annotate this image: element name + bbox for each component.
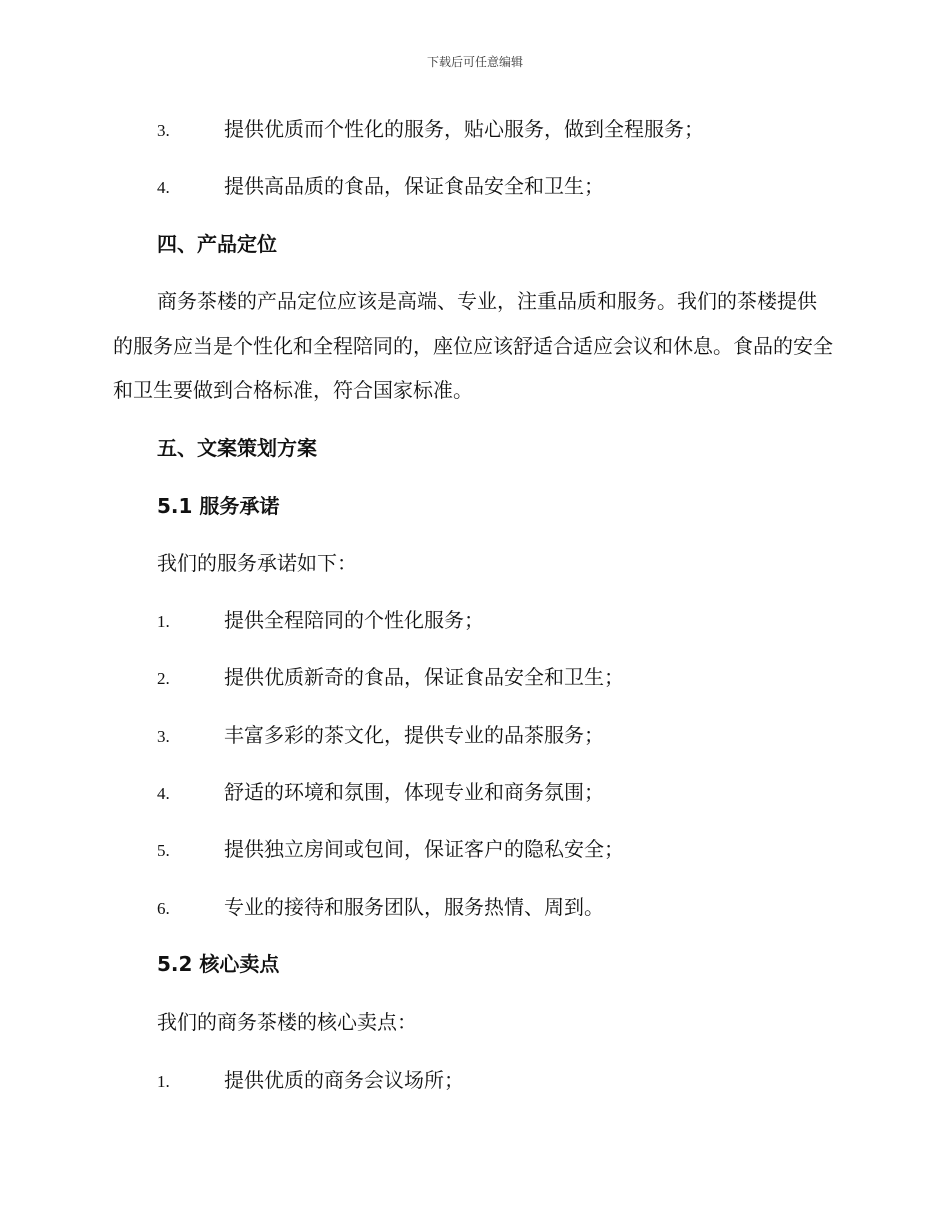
list-number: 3. [157, 121, 170, 140]
list-item [157, 172, 604, 202]
list-text: 提供优质新奇的食品，保证食品安全和卫生； [224, 665, 624, 689]
list-text: 提供优质而个性化的服务，贴心服务，做到全程服务； [224, 117, 704, 141]
list-item [157, 1066, 464, 1096]
list-number: 1. [157, 1072, 170, 1091]
list-item [157, 721, 604, 751]
list-item [157, 835, 624, 865]
service-promise-intro: 我们的服务承诺如下： [157, 551, 357, 575]
list-text: 提供全程陪同的个性化服务； [224, 608, 484, 632]
list-item [157, 893, 604, 923]
list-text: 舒适的环境和氛围，体现专业和商务氛围； [224, 780, 604, 804]
section-heading-product-positioning: 四、产品定位 [157, 232, 277, 256]
list-number: 3. [157, 727, 170, 746]
core-selling-points-intro: 我们的商务茶楼的核心卖点： [157, 1010, 417, 1034]
page-header: 下载后可任意编辑 [426, 55, 523, 69]
list-item [157, 606, 484, 636]
list-number: 4. [157, 784, 170, 803]
subsection-heading-service-promise: 5.1 服务承诺 [157, 494, 280, 518]
list-number: 5. [157, 841, 170, 860]
list-number: 1. [157, 612, 170, 631]
list-item [157, 778, 604, 808]
list-text: 提供优质的商务会议场所； [224, 1068, 464, 1092]
list-text: 提供高品质的食品，保证食品安全和卫生； [224, 174, 604, 198]
list-item [157, 115, 704, 145]
list-number: 6. [157, 899, 170, 918]
list-item [157, 663, 624, 693]
list-text: 专业的接待和服务团队，服务热情、周到。 [224, 895, 604, 919]
subsection-heading-core-selling-points: 5.2 核心卖点 [157, 952, 280, 976]
list-number: 2. [157, 669, 170, 688]
list-text: 丰富多彩的茶文化，提供专业的品茶服务； [224, 723, 604, 747]
product-positioning-paragraph: 商务茶楼的产品定位应该是高端、专业，注重品质和服务。我们的茶楼提供的服务应当是个性化和全程陪同的，座位应该舒适合适应会议和休息。食品的安全和卫生要做到合格标准，符合国家标准。 [113, 289, 833, 402]
section-heading-copywriting-plan: 五、文案策划方案 [157, 436, 317, 460]
list-text: 提供独立房间或包间，保证客户的隐私安全； [224, 837, 624, 861]
list-number: 4. [157, 178, 170, 197]
